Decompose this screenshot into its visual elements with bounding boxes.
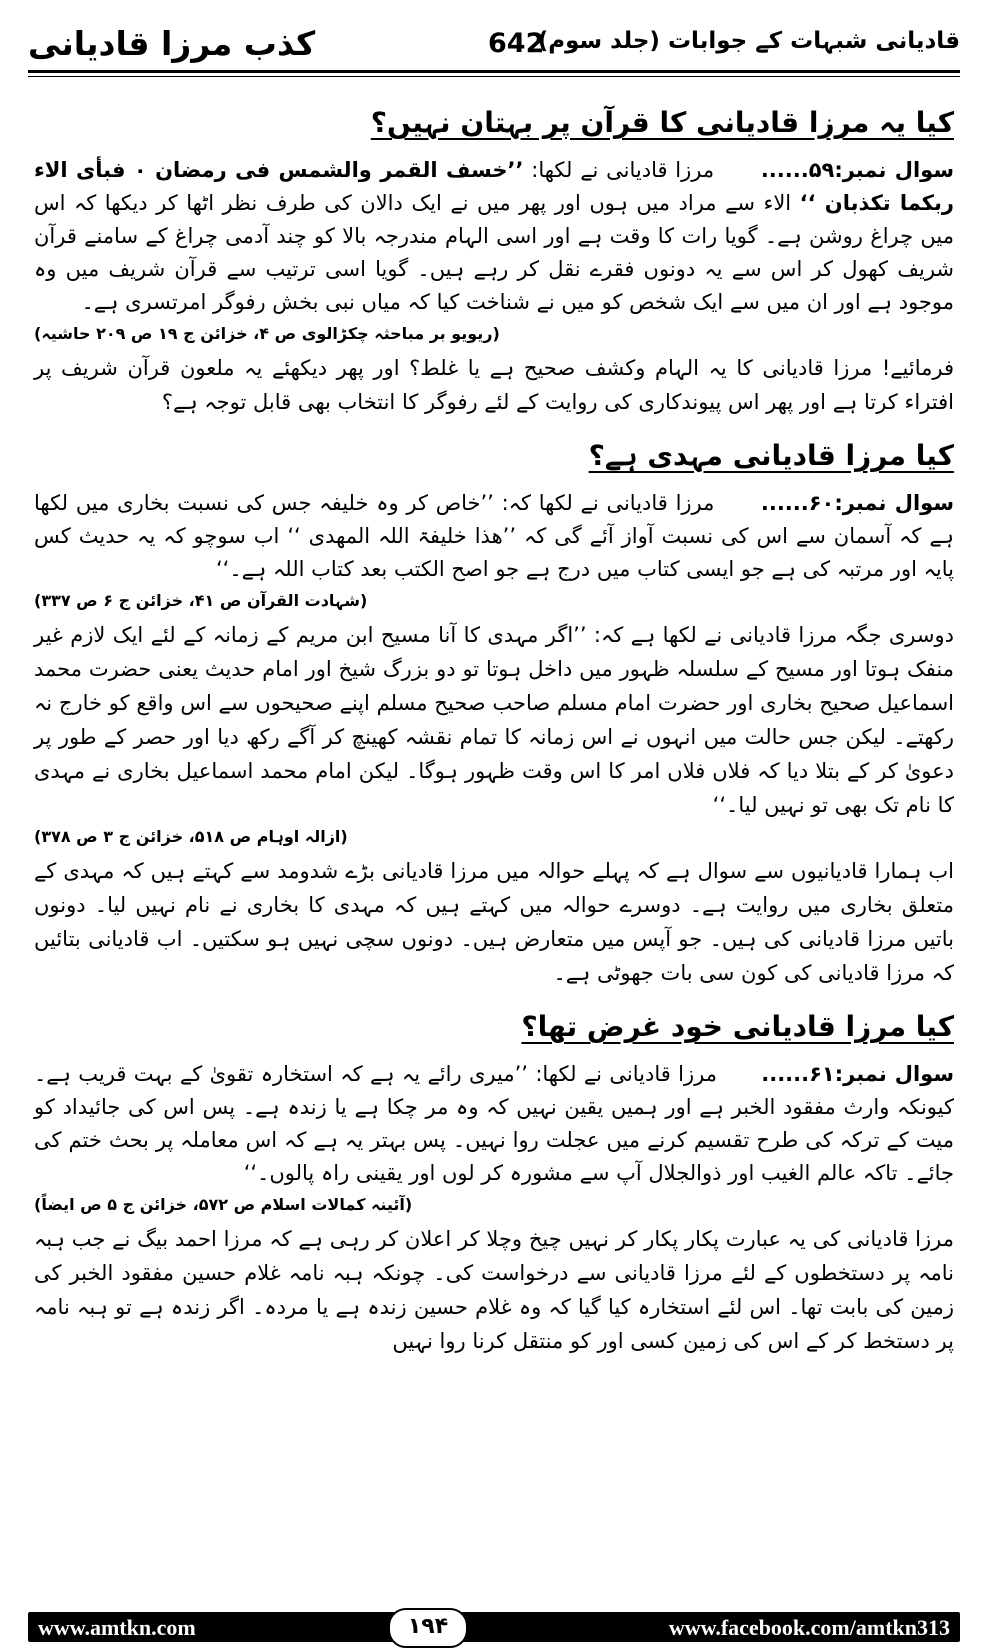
question-intro: مرزا قادیانی نے لکھا: xyxy=(535,1062,717,1086)
citation-text: (آئینہ کمالات اسلام ص ۵۷۲، خزائن ج ۵ ص ایضاً) xyxy=(34,1195,413,1214)
facebook-link[interactable]: www.facebook.com/amtkn313 xyxy=(668,1615,950,1640)
section-quran-slander xyxy=(34,100,954,419)
book-title: کذب مرزا قادیانی xyxy=(28,24,316,63)
citation xyxy=(34,588,954,614)
citation-text: (ازالہ اوہام ص ۵۱۸، خزائن ج ۳ ص ۳۷۸) xyxy=(34,827,348,846)
question-block xyxy=(34,487,954,586)
author-comment: مرزا قادیانی کی یہ عبارت پکار پکار کر نہیں چیخ وچلا کر اعلان کر رہی ہے کہ مرزا احمد بیگ نے جب ہبہ نامہ پر دستخطوں کے لئے مرزا قادیانی سے درخواست کی۔ چونکہ ہبہ نامہ غلام حسین مفقود الخبر کی زمین کی بابت تھا۔ اس لئے استخارہ کیا گیا کہ وہ غلام حسین زندہ ہے یا مردہ۔ اگر زندہ ہے تو ہبہ نامہ پر دستخط کر کے اس کی زمین کسی اور کو منتقل کرنا روا نہیں xyxy=(34,1227,954,1353)
author-comment: اب ہمارا قادیانیوں سے سوال ہے کہ پہلے حوالہ میں مرزا قادیانی بڑے شدومد سے کہتے ہیں کہ مہدی کے متعلق بخاری میں روایت ہے۔ دوسرے حوالہ میں کہتے ہیں کہ مہدی کا بخاری نے نام نہیں لیا۔ دونوں باتیں مرزا قادیانی کی ہیں۔ جو آپس میں متعارض ہیں۔ دونوں سچی نہیں ہو سکتیں۔ اب قادیانی بتائیں کہ مرزا قادیانی کی کون سی بات جھوٹی ہے۔ xyxy=(34,859,954,985)
section-heading: کیا مرزا قادیانی مہدی ہے؟ xyxy=(588,439,954,472)
quoted-text: ’’میری رائے یہ ہے کہ استخارہ تقویٰ کے بہت قریب ہے۔ کیونکہ وارث مفقود الخبر ہے اور ہمیں یقین نہیں کہ وہ مر چکا ہے یا زندہ ہے۔ پس اس کی جائیداد کو میت کے ترکہ کی طرح تقسیم کرنے میں عجلت روا نہیں۔ پس بہتر یہ ہے کہ اس معاملہ پر بحث ختم کی جائے۔ تاکہ عالم الغیب اور ذوالجلال آپ سے مشورہ کر لوں اور یقینی راہ پالوں۔‘‘ xyxy=(34,1062,954,1185)
section-heading: کیا یہ مرزا قادیانی کا قرآن پر بہتان نہیں؟ xyxy=(370,106,954,139)
question-intro: مرزا قادیانی نے لکھا کہ: xyxy=(501,491,715,515)
citation xyxy=(34,1192,954,1218)
quote-continuation: الاء سے مراد میں ہوں اور پھر میں نے ایک دالان کی طرف نظر اٹھا کر دیکھا کہ اس میں چراغ روشن ہے۔ گویا رات کا وقت ہے اور اسی الہام مندرجہ بالا کو چند آدمی چراغ کے سامنے قرآن شریف کھول کر اس سے یہ دونوں فقرے نقل کر رہے ہیں۔ گویا اسی ترتیب سے قرآن شریف میں وہ موجود ہے اور ان میں سے ایک شخص کو میں نے شناخت کیا کہ میاں نبی بخش رفوگر امرتسری ہے۔ xyxy=(34,191,954,314)
quoted-text: ’’خاص کر وہ خلیفہ جس کی نسبت بخاری میں لکھا ہے کہ آسمان سے اس کی نسبت آواز آئے گی کہ ’’ھذا خلیفۃ اللہ المھدی ‘‘ اب سوچو کہ یہ حدیث کس پایہ اور مرتبہ کی ہے جو ایسی کتاب میں درج ہے جو اصح الکتب بعد کتاب اللہ ہے۔‘‘ xyxy=(34,491,954,581)
series-title: قادیانی شبہات کے جوابات (جلد سوم) xyxy=(537,28,960,54)
section-heading: کیا مرزا قادیانی خود غرض تھا؟ xyxy=(521,1010,954,1043)
author-comment: فرمائیے! مرزا قادیانی کا یہ الہام وکشف صحیح ہے یا غلط؟ اور پھر دیکھئے یہ ملعون قرآن شریف پر افتراء کرتا ہے اور پھر اس پیوندکاری کی روایت کے لئے رفوگر کا انتخاب بھی قابل توجہ ہے؟ xyxy=(34,356,954,414)
page-body xyxy=(34,96,954,1606)
section-mahdi xyxy=(34,433,954,990)
header-rule-thick xyxy=(28,70,960,73)
page-footer xyxy=(28,1612,960,1642)
page-number: 642 xyxy=(488,28,545,59)
question-number: سوال نمبر:۶۰...... xyxy=(760,491,954,515)
website-link[interactable]: www.amtkn.com xyxy=(38,1615,196,1640)
second-quote: دوسری جگہ مرزا قادیانی نے لکھا ہے کہ: ’’اگر مہدی کا آنا مسیح ابن مریم کے زمانہ کے لئے ایک لازم غیر منفک ہوتا اور مسیح کے سلسلہ ظہور میں داخل ہوتا تو دو بزرگ شیخ اور امام حدیث یعنی حضرت محمد اسماعیل صحیح بخاری اور حضرت امام مسلم صاحب صحیح مسلم اپنے صحیحوں سے اس واقع کو خارج نہ رکھتے۔ لیکن جس حالت میں انہوں نے اس زمانہ کا تمام نقشہ کھینچ کر آگے رکھ دیا اور حصر کے طور پر دعویٰ کر کے بتلا دیا کہ فلاں فلاں امر کا اس وقت ظہور ہوگا۔ لیکن امام محمد اسماعیل بخاری نے مہدی کا نام تک بھی تو نہیں لیا۔‘‘ xyxy=(34,623,954,817)
citation-text: (شہادت القرآن ص ۴۱، خزائن ج ۶ ص ۳۳۷) xyxy=(34,591,368,610)
section-self-interest xyxy=(34,1004,954,1358)
quoted-text: ’’خسف القمر والشمس فی رمضان ۰ فبأی الاء ربکما تکذبان ‘‘ xyxy=(34,158,954,215)
book-page-number: ۱۹۴ xyxy=(388,1608,468,1648)
citation xyxy=(34,321,954,347)
citation-text: (ریویو بر مباحثہ چکڑالوی ص ۴، خزائن ج ۱۹ ص ۲۰۹ حاشیہ) xyxy=(34,324,500,343)
question-block xyxy=(34,1058,954,1190)
question-intro: مرزا قادیانی نے لکھا: xyxy=(531,158,715,182)
question-block xyxy=(34,154,954,319)
header-rule-thin xyxy=(28,76,960,77)
question-number: سوال نمبر:۶۱...... xyxy=(761,1062,954,1086)
question-number: سوال نمبر:۵۹...... xyxy=(760,158,954,182)
page-header xyxy=(28,22,960,70)
second-citation xyxy=(34,824,954,850)
